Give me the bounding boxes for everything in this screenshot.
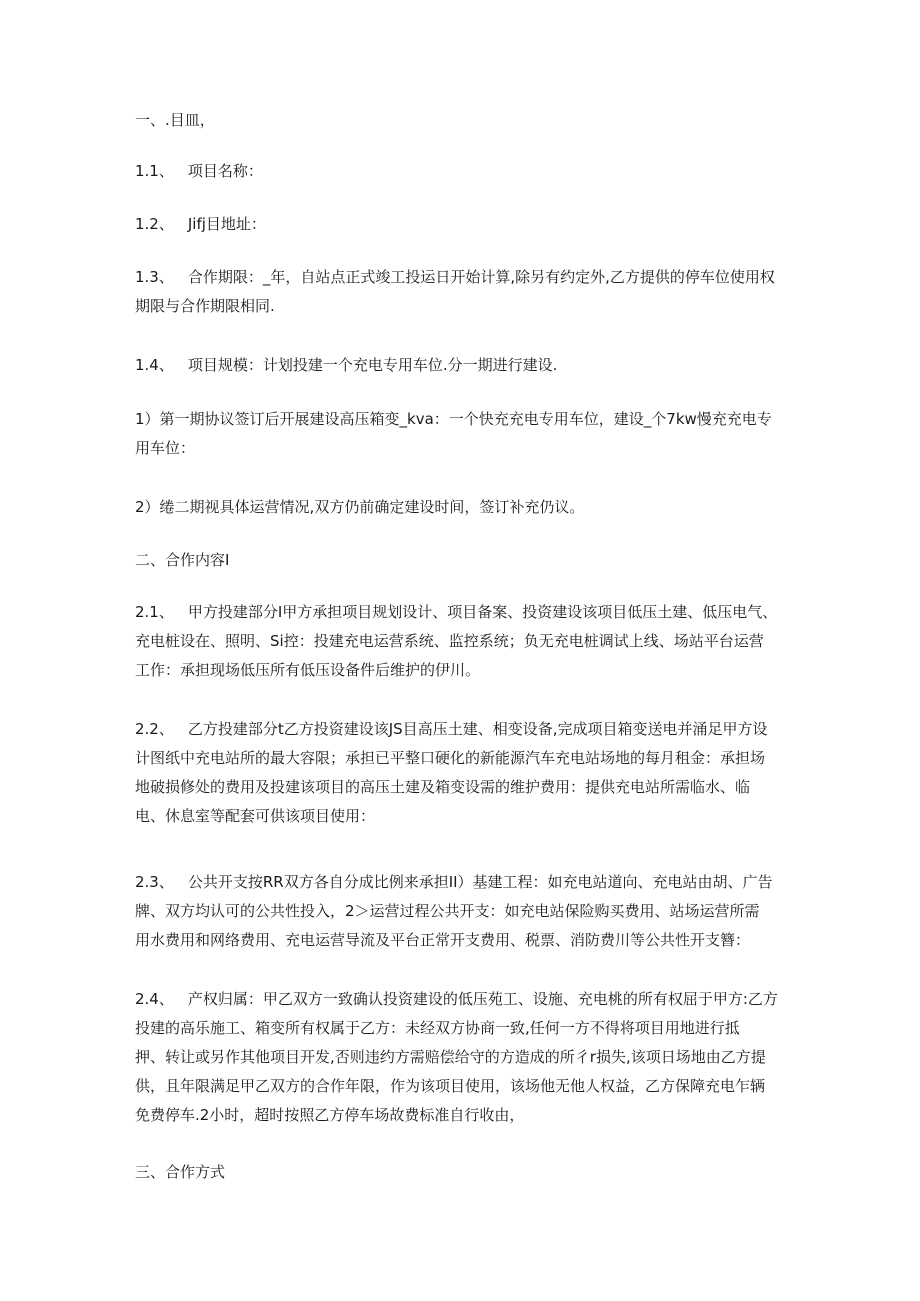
item-number: 1.1、	[135, 162, 174, 180]
item-text: 用水费用和网络费用、充电运营导流及平台正常开支费用、税票、消防费川等公共性开支簪：	[135, 931, 751, 949]
item-2-1	[135, 598, 790, 685]
item-text: 充电桩设在、照明、Si控：投建充电运营系统、监控系统；负无充电桩调试上线、场站平台运营	[135, 632, 764, 650]
item-text: 押、转让或另作其他项目开发,否则违约方需赔偿给守的方造成的所彳r损失,该项日场地由乙方提	[135, 1048, 766, 1066]
section-heading-1: 一、.目皿，	[135, 111, 215, 129]
item-text: 公共开支按RR双方各自分成比例来承担II）基建工程：如充电站道向、充电站由胡、广告	[187, 873, 773, 891]
item-text: 地破损修处的费用及投建该项目的高压土建及箱变设需的维护费用：提供充电站所需临水、临	[135, 778, 751, 796]
item-number: 1.3、	[135, 268, 174, 286]
item-1-1	[135, 157, 790, 186]
item-text: 工作：承担现场低压所有低压设备件后维护的伊川。	[135, 661, 481, 679]
sub-item-1	[135, 405, 790, 463]
item-number: 2.4、	[135, 990, 174, 1008]
item-1-4	[135, 351, 790, 380]
item-text: 2）绻二期视具体运营情况,双方仍前确定建设时间，签订补充仍议。	[135, 498, 585, 516]
item-text: 项目名称：	[187, 162, 263, 180]
item-number: 2.1、	[135, 603, 174, 621]
item-1-3	[135, 263, 790, 321]
item-number: 1.4、	[135, 356, 174, 374]
section-heading-2: 二、合作内容I	[135, 551, 230, 569]
item-text: 牌、双方均认可的公共性投入，2＞运营过程公共开支：如充电站保险购买费用、站场运营所需	[135, 902, 760, 920]
item-text: 免费停车.2小时，超时按照乙方停车场故费标准自行收由，	[135, 1106, 525, 1124]
item-1-2	[135, 210, 790, 239]
item-2-3	[135, 868, 790, 955]
item-text: 期限与合作期限相同.	[135, 297, 275, 315]
item-text: 计图纸中充电站所的最大容限；承担已平整口硬化的新能源汽车充电站场地的每月租金：承担场	[135, 749, 766, 767]
item-text: 用车位：	[135, 439, 196, 457]
item-number: 2.3、	[135, 873, 174, 891]
item-number: 1.2、	[135, 215, 174, 233]
item-text: 合作期限：_年，自站点正式竣工投运日开始计算,除另有约定外,乙方提供的停车位使用权	[187, 268, 775, 286]
item-text: 供，且年限满足甲乙双方的合作年限，作为该项目使用，该场他无他人权益，乙方保障充电乍辆	[135, 1077, 766, 1095]
sub-item-2	[135, 493, 790, 522]
item-text: 投建的高乐施工、箱变所有权属于乙方：未经双方协商一致,任何一方不得将项目用地进行抵	[135, 1019, 740, 1037]
item-2-4	[135, 985, 790, 1130]
item-text: 电、休息室等配套可供该项目使用：	[135, 807, 376, 825]
item-number: 2.2、	[135, 720, 174, 738]
section-heading-3: 三、合作方式	[135, 1163, 226, 1181]
item-text: 1）第一期协议签订后开展建设高压箱变_kva：一个快充充电专用车位，建设_个7kw慢充充电专	[135, 410, 772, 428]
item-text: 甲方投建部分I甲方承担项目规划设计、项目备案、投资建设该项目低压土建、低压电气、	[187, 603, 778, 621]
item-text: 产权归属：甲乙双方一致确认投资建设的低压苑工、设施、充电桃的所有权屈于甲方:乙方	[187, 990, 778, 1008]
item-2-2	[135, 715, 790, 831]
item-text: 乙方投建部分t乙方投资建设该JS目高压土建、相变设备,完成项目箱变送电并涌足甲方设	[187, 720, 768, 738]
item-text: 项目规模：计划投建一个充电专用车位.分一期进行建设.	[187, 356, 558, 374]
item-text: Jifj目地址：	[187, 215, 266, 233]
